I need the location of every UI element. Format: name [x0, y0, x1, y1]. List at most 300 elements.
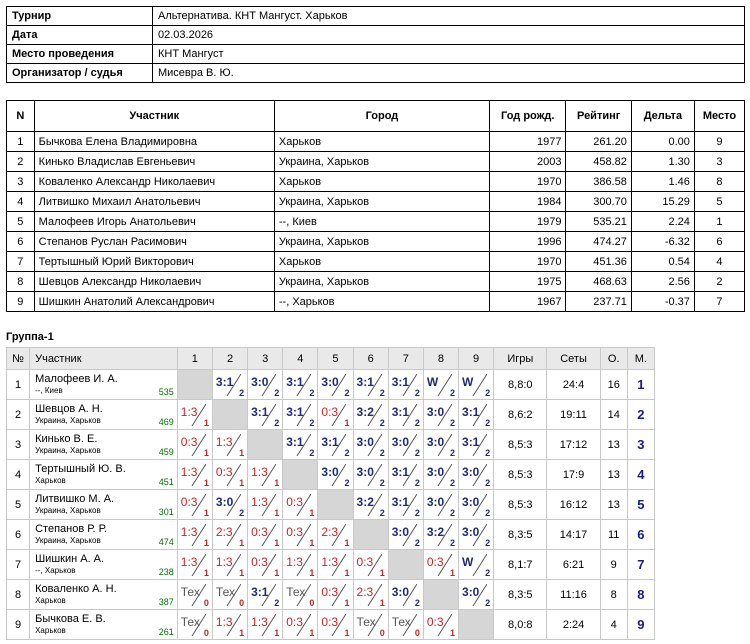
- participant-number: 5: [7, 212, 35, 232]
- table-row: [7, 292, 745, 312]
- match-points: 2: [485, 508, 491, 518]
- grid-result-cell: [423, 490, 458, 520]
- match-points: 1: [203, 538, 209, 548]
- grid-games: 8,5:3: [494, 460, 547, 490]
- match-score: W: [426, 375, 439, 389]
- table-row: [7, 152, 745, 172]
- grid-player-city: --, Харьков: [35, 566, 76, 575]
- grid-result-cell: [459, 400, 494, 430]
- grid-points: 13: [600, 460, 627, 490]
- match-score: 3:0: [462, 465, 480, 479]
- participant-rating: 451.36: [566, 252, 631, 272]
- match-score: 3:0: [356, 465, 374, 479]
- match-score: 3:1: [391, 405, 410, 419]
- grid-player-city: --, Киев: [35, 386, 63, 395]
- grid-player-city: Харьков: [35, 476, 66, 485]
- grid-result-cell: [318, 430, 353, 460]
- match-points: 2: [450, 508, 456, 518]
- match-score: 0:3: [180, 435, 198, 449]
- match-points: 1: [309, 628, 315, 638]
- match-points: 1: [344, 538, 350, 548]
- grid-player-rating: 469: [158, 417, 174, 427]
- grid-place: 2: [627, 400, 654, 430]
- grid-row-number: 4: [7, 460, 30, 490]
- grid-sets: 19:11: [547, 400, 600, 430]
- grid-sets: 14:17: [547, 520, 600, 550]
- grid-points: 9: [600, 550, 627, 580]
- participant-year: 1970: [489, 172, 566, 192]
- grid-result-cell: [283, 430, 318, 460]
- match-score: 3:1: [286, 375, 304, 389]
- grid-player-name: Коваленко А. Н.: [35, 583, 117, 595]
- grid-row-number: 7: [7, 550, 30, 580]
- match-score: 1:3: [286, 555, 303, 569]
- match-score: 1:3: [180, 465, 198, 479]
- grid-player: [30, 520, 178, 550]
- grid-header-number: №: [7, 348, 30, 370]
- grid-result-cell: [283, 490, 318, 520]
- grid-header-col: 1: [177, 348, 212, 370]
- participant-year: 1967: [489, 292, 566, 312]
- grid-diagonal-cell: [248, 430, 283, 460]
- grid-games: 8,5:3: [494, 490, 547, 520]
- grid-player: [30, 370, 178, 400]
- match-score: Тех: [391, 615, 411, 629]
- participant-place: 2: [694, 272, 744, 292]
- table-row: [7, 192, 745, 212]
- participant-rating: 535.21: [566, 212, 631, 232]
- participant-delta: 1.46: [631, 172, 694, 192]
- match-score: 3:0: [426, 435, 445, 449]
- grid-player: [30, 490, 178, 520]
- participant-name: Малофеев Игорь Анатольевич: [34, 212, 274, 232]
- participant-place: 9: [694, 132, 744, 152]
- match-points: 2: [274, 388, 280, 398]
- participant-rating: 474.27: [566, 232, 631, 252]
- match-score: Тех: [180, 615, 200, 629]
- grid-points: 14: [600, 400, 627, 430]
- grid-diagonal-cell: [388, 550, 423, 580]
- grid-place: 8: [627, 580, 654, 610]
- grid-games: 8,1:7: [494, 550, 547, 580]
- grid-diagonal-cell: [353, 520, 388, 550]
- match-points: 2: [379, 418, 385, 428]
- participant-name: Тертышный Юрий Викторович: [34, 252, 274, 272]
- info-value: Мисевра В. Ю.: [153, 64, 745, 83]
- match-score: 0:3: [321, 405, 339, 419]
- table-row: [7, 212, 745, 232]
- participants-header: Дельта: [631, 101, 694, 132]
- grid-result-cell: [388, 400, 423, 430]
- grid-diagonal-cell: [318, 490, 353, 520]
- match-score: 2:3: [215, 525, 233, 539]
- match-points: 1: [309, 538, 315, 548]
- grid-result-cell: [388, 520, 423, 550]
- match-score: 2:3: [321, 525, 339, 539]
- match-points: 1: [274, 568, 280, 578]
- grid-result-cell: [283, 610, 318, 640]
- match-points: 1: [274, 628, 280, 638]
- grid-player-rating: 238: [158, 567, 174, 577]
- grid-result-cell: [459, 460, 494, 490]
- participant-rating: 386.58: [566, 172, 631, 192]
- info-label: Дата: [7, 26, 153, 45]
- grid-row-number: 3: [7, 430, 30, 460]
- grid-result-cell: [248, 610, 283, 640]
- grid-points: 11: [600, 520, 627, 550]
- grid-player-city: Украина, Харьков: [35, 506, 101, 515]
- table-row: [7, 550, 655, 580]
- match-score: 1:3: [180, 525, 198, 539]
- match-score: 3:0: [391, 525, 410, 539]
- grid-result-cell: [318, 550, 353, 580]
- participant-year: 1996: [489, 232, 566, 252]
- match-score: 3:2: [426, 525, 445, 539]
- participant-rating: 261.20: [566, 132, 631, 152]
- participant-city: Харьков: [274, 172, 489, 192]
- grid-result-cell: [318, 610, 353, 640]
- table-row: [7, 370, 655, 400]
- match-score: 1:3: [251, 465, 268, 479]
- grid-points: 13: [600, 490, 627, 520]
- info-row: [7, 26, 745, 45]
- grid-sets: 17:12: [547, 430, 600, 460]
- participant-name: Шевцов Александр Николаевич: [34, 272, 274, 292]
- participant-year: 1975: [489, 272, 566, 292]
- match-score: 1:3: [180, 405, 198, 419]
- match-points: 1: [344, 598, 350, 608]
- match-points: 2: [485, 538, 491, 548]
- grid-result-cell: [248, 460, 283, 490]
- grid-row-number: 1: [7, 370, 30, 400]
- grid-result-cell: [353, 610, 388, 640]
- grid-player-rating: 474: [158, 537, 174, 547]
- match-score: 1:3: [180, 555, 198, 569]
- match-points: 2: [485, 598, 491, 608]
- grid-result-cell: [353, 400, 388, 430]
- match-score: 0:3: [321, 585, 339, 599]
- match-score: 3:0: [426, 405, 445, 419]
- match-score: 3:0: [215, 495, 234, 509]
- grid-player-city: Харьков: [35, 596, 66, 605]
- grid-result-cell: [318, 370, 353, 400]
- grid-player-city: Украина, Харьков: [35, 416, 101, 425]
- participant-place: 3: [694, 152, 744, 172]
- participant-place: 7: [694, 292, 744, 312]
- match-points: 2: [274, 598, 280, 608]
- grid-result-cell: [388, 580, 423, 610]
- table-row: [7, 580, 655, 610]
- match-score: 3:2: [356, 405, 374, 419]
- grid-result-cell: [177, 400, 212, 430]
- match-points: 1: [203, 508, 209, 518]
- grid-player-rating: 451: [158, 477, 174, 487]
- grid-sets: 11:16: [547, 580, 600, 610]
- grid-player-name: Степанов Р. Р.: [35, 523, 107, 535]
- match-score: 3:1: [462, 435, 480, 449]
- match-score: 1:3: [321, 555, 339, 569]
- match-score: 3:0: [321, 375, 339, 389]
- info-value: Альтернатива. КНТ Мангуст. Харьков: [153, 7, 745, 26]
- grid-player: [30, 550, 178, 580]
- participant-delta: 15.29: [631, 192, 694, 212]
- grid-sets: 16:12: [547, 490, 600, 520]
- participant-city: Украина, Харьков: [274, 152, 489, 172]
- grid-result-cell: [177, 460, 212, 490]
- grid-games: 8,6:2: [494, 400, 547, 430]
- group-grid-table: [6, 347, 655, 640]
- participant-name: Шишкин Анатолий Александрович: [34, 292, 274, 312]
- grid-result-cell: [248, 400, 283, 430]
- match-points: 2: [309, 448, 315, 458]
- participant-name: Литвишко Михаил Анатольевич: [34, 192, 274, 212]
- grid-sets: 6:21: [547, 550, 600, 580]
- grid-result-cell: [177, 580, 212, 610]
- grid-games: 8,0:8: [494, 610, 547, 640]
- match-points: 0: [203, 628, 209, 638]
- match-score: 3:0: [462, 585, 480, 599]
- match-points: 2: [485, 568, 491, 578]
- match-points: 0: [414, 628, 420, 638]
- match-points: 1: [379, 568, 385, 578]
- grid-row-number: 5: [7, 490, 30, 520]
- table-row: [7, 610, 655, 640]
- grid-header-col: 4: [283, 348, 318, 370]
- participant-place: 8: [694, 172, 744, 192]
- match-score: Тех: [215, 585, 235, 599]
- participant-place: 4: [694, 252, 744, 272]
- match-score: 3:1: [391, 495, 410, 509]
- participant-delta: 0.54: [631, 252, 694, 272]
- grid-sets: 2:24: [547, 610, 600, 640]
- match-score: 1:3: [215, 435, 233, 449]
- match-points: 2: [309, 388, 315, 398]
- table-row: [7, 232, 745, 252]
- participants-header: Место: [694, 101, 744, 132]
- participant-year: 1979: [489, 212, 566, 232]
- grid-result-cell: [353, 550, 388, 580]
- match-points: 1: [203, 478, 209, 488]
- grid-result-cell: [353, 430, 388, 460]
- grid-result-cell: [283, 550, 318, 580]
- grid-header-col: 9: [459, 348, 494, 370]
- match-points: 2: [450, 478, 456, 488]
- grid-place: 4: [627, 460, 654, 490]
- match-points: 1: [203, 568, 209, 578]
- grid-player-city: Харьков: [35, 626, 66, 635]
- match-points: 2: [344, 388, 350, 398]
- grid-result-cell: [283, 370, 318, 400]
- participant-number: 3: [7, 172, 35, 192]
- match-points: 2: [485, 478, 491, 488]
- grid-result-cell: [459, 580, 494, 610]
- match-points: 2: [309, 418, 315, 428]
- grid-result-cell: [353, 370, 388, 400]
- grid-diagonal-cell: [459, 610, 494, 640]
- match-points: 1: [450, 628, 456, 638]
- participant-place: 5: [694, 192, 744, 212]
- grid-games: 8,3:5: [494, 520, 547, 550]
- match-score: 0:3: [180, 495, 198, 509]
- participant-rating: 300.70: [566, 192, 631, 212]
- grid-result-cell: [212, 460, 247, 490]
- grid-result-cell: [353, 580, 388, 610]
- grid-place: 7: [627, 550, 654, 580]
- grid-points: 8: [600, 580, 627, 610]
- match-points: 2: [414, 508, 420, 518]
- match-score: 0:3: [286, 615, 303, 629]
- grid-result-cell: [388, 460, 423, 490]
- participant-name: Кинько Владислав Евгеньевич: [34, 152, 274, 172]
- participant-city: Украина, Харьков: [274, 192, 489, 212]
- grid-header-col: 2: [212, 348, 247, 370]
- grid-result-cell: [283, 580, 318, 610]
- participant-year: 1970: [489, 252, 566, 272]
- grid-result-cell: [423, 520, 458, 550]
- grid-result-cell: [283, 400, 318, 430]
- table-row: [7, 172, 745, 192]
- grid-place: 3: [627, 430, 654, 460]
- grid-player: [30, 580, 178, 610]
- grid-result-cell: [353, 490, 388, 520]
- match-score: 3:0: [391, 435, 410, 449]
- grid-header-col: 3: [248, 348, 283, 370]
- grid-result-cell: [459, 550, 494, 580]
- participant-delta: 0.00: [631, 132, 694, 152]
- grid-player-name: Тертышный Ю. В.: [35, 463, 126, 475]
- match-points: 2: [414, 478, 420, 488]
- grid-result-cell: [423, 550, 458, 580]
- participant-number: 8: [7, 272, 35, 292]
- info-value: 02.03.2026: [153, 26, 745, 45]
- match-points: 2: [485, 388, 491, 398]
- participants-header: Участник: [34, 101, 274, 132]
- match-score: 2:3: [356, 585, 374, 599]
- match-points: 2: [414, 448, 420, 458]
- participant-city: Украина, Харьков: [274, 272, 489, 292]
- grid-result-cell: [388, 370, 423, 400]
- match-points: 1: [203, 418, 209, 428]
- match-points: 2: [344, 478, 350, 488]
- match-score: 3:1: [215, 375, 234, 389]
- grid-result-cell: [353, 460, 388, 490]
- info-row: [7, 45, 745, 64]
- match-score: 3:0: [462, 495, 480, 509]
- match-points: 2: [450, 418, 456, 428]
- match-score: 0:3: [426, 615, 444, 629]
- participant-name: Коваленко Александр Николаевич: [34, 172, 274, 192]
- table-row: [7, 460, 655, 490]
- grid-player-name: Шишкин А. А.: [35, 553, 105, 565]
- grid-player-rating: 459: [158, 447, 174, 457]
- grid-games: 8,3:5: [494, 580, 547, 610]
- participant-rating: 458.82: [566, 152, 631, 172]
- participant-delta: -0.37: [631, 292, 694, 312]
- match-score: 1:3: [251, 495, 268, 509]
- grid-result-cell: [459, 430, 494, 460]
- grid-row-number: 2: [7, 400, 30, 430]
- match-score: 1:3: [251, 615, 268, 629]
- grid-points: 13: [600, 430, 627, 460]
- match-score: 3:1: [251, 585, 269, 599]
- match-score: 0:3: [286, 525, 303, 539]
- table-row: [7, 132, 745, 152]
- info-row: [7, 64, 745, 83]
- grid-header-col: 8: [423, 348, 458, 370]
- match-points: 2: [485, 448, 491, 458]
- grid-result-cell: [212, 370, 247, 400]
- participant-number: 1: [7, 132, 35, 152]
- match-score: W: [462, 375, 474, 389]
- grid-player-city: Украина, Харьков: [35, 446, 101, 455]
- grid-player: [30, 400, 178, 430]
- table-row: [7, 252, 745, 272]
- grid-row-number: 9: [7, 610, 30, 640]
- match-points: 0: [203, 598, 209, 608]
- match-score: Тех: [286, 585, 306, 599]
- grid-result-cell: [459, 370, 494, 400]
- match-points: 0: [309, 598, 315, 608]
- participant-rating: 468.63: [566, 272, 631, 292]
- match-score: 3:0: [356, 435, 374, 449]
- match-score: 3:0: [391, 585, 410, 599]
- match-score: 0:3: [426, 555, 444, 569]
- info-value: КНТ Мангуст: [153, 45, 745, 64]
- match-score: 3:2: [356, 495, 374, 509]
- grid-player-city: Украина, Харьков: [35, 536, 101, 545]
- match-score: 3:1: [286, 435, 304, 449]
- match-points: 1: [450, 568, 456, 578]
- info-label: Турнир: [7, 7, 153, 26]
- grid-player-rating: 261: [158, 627, 174, 637]
- match-score: 0:3: [321, 615, 339, 629]
- match-points: 1: [344, 628, 350, 638]
- grid-header-place: М.: [627, 348, 654, 370]
- participants-header: Рейтинг: [566, 101, 631, 132]
- grid-player: [30, 430, 178, 460]
- participants-table: [6, 100, 745, 312]
- grid-header-col: 6: [353, 348, 388, 370]
- participant-city: Харьков: [274, 132, 489, 152]
- grid-player: [30, 610, 178, 640]
- grid-diagonal-cell: [283, 460, 318, 490]
- participant-number: 7: [7, 252, 35, 272]
- match-points: 1: [239, 628, 245, 638]
- participant-place: 6: [694, 232, 744, 252]
- table-row: [7, 272, 745, 292]
- grid-result-cell: [388, 430, 423, 460]
- grid-player-name: Бычкова Е. В.: [35, 613, 106, 625]
- match-points: 0: [379, 628, 385, 638]
- info-row: [7, 7, 745, 26]
- match-points: 2: [414, 388, 420, 398]
- match-points: 2: [450, 538, 456, 548]
- grid-player-name: Малофеев И. А.: [35, 373, 118, 385]
- grid-result-cell: [177, 490, 212, 520]
- match-score: 3:1: [356, 375, 374, 389]
- match-points: 2: [239, 388, 245, 398]
- match-points: 2: [239, 508, 245, 518]
- grid-result-cell: [423, 460, 458, 490]
- table-row: [7, 520, 655, 550]
- match-points: 1: [239, 478, 245, 488]
- match-score: 0:3: [356, 555, 374, 569]
- match-points: 2: [414, 538, 420, 548]
- match-points: 1: [239, 568, 245, 578]
- grid-player-name: Литвишко М. А.: [35, 493, 115, 505]
- grid-result-cell: [459, 490, 494, 520]
- match-score: 3:0: [462, 525, 480, 539]
